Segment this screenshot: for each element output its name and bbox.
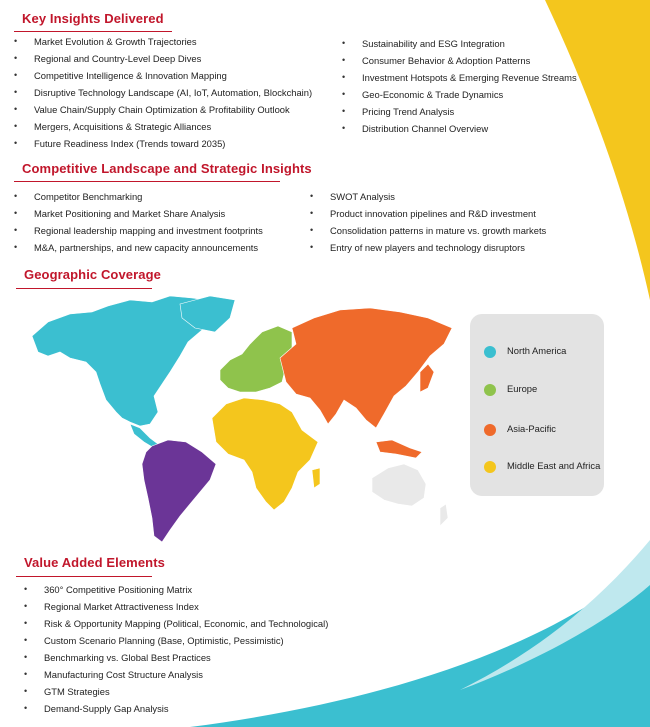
legend-dot-europe bbox=[484, 384, 496, 396]
bullet-icon: • bbox=[24, 635, 28, 645]
region-se-asia-islands bbox=[376, 440, 422, 458]
list-item bbox=[24, 666, 328, 683]
bullet-icon: • bbox=[342, 89, 346, 99]
value-added-item-text: Risk & Opportunity Mapping (Political, Economic, and Technological) bbox=[44, 618, 329, 629]
bullet-icon: • bbox=[24, 601, 28, 611]
list-item bbox=[310, 205, 546, 222]
competitive-item-text: Entry of new players and technology disruptors bbox=[330, 242, 525, 253]
bullet-icon: • bbox=[14, 191, 18, 201]
bullet-icon: • bbox=[24, 686, 28, 696]
value-added-rule bbox=[16, 576, 152, 577]
value-added-item-text: Manufacturing Cost Structure Analysis bbox=[44, 669, 203, 680]
key-insights-left-list bbox=[14, 33, 312, 152]
bullet-icon: • bbox=[310, 225, 314, 235]
competitive-rule bbox=[14, 181, 280, 182]
bullet-icon: • bbox=[14, 70, 18, 80]
value-added-item-text: Benchmarking vs. Global Best Practices bbox=[44, 652, 211, 663]
list-item bbox=[14, 135, 312, 152]
region-madagascar bbox=[312, 468, 320, 488]
list-item bbox=[24, 581, 328, 598]
value-added-item-text: Demand-Supply Gap Analysis bbox=[44, 703, 169, 714]
key-insight-text: Disruptive Technology Landscape (AI, IoT, Automation, Blockchain) bbox=[34, 87, 313, 98]
value-added-heading: Value Added Elements bbox=[24, 555, 165, 570]
list-item bbox=[24, 632, 328, 649]
list-item bbox=[14, 239, 263, 256]
legend-dot-asia-pacific bbox=[484, 424, 496, 436]
list-item bbox=[310, 239, 546, 256]
key-insight-text: Consumer Behavior & Adoption Patterns bbox=[362, 55, 531, 66]
competitive-right-list bbox=[310, 188, 546, 256]
bullet-icon: • bbox=[14, 121, 18, 131]
list-item bbox=[14, 84, 312, 101]
list-item bbox=[342, 35, 577, 52]
bullet-icon: • bbox=[24, 669, 28, 679]
bullet-icon: • bbox=[24, 618, 28, 628]
key-insights-right-list bbox=[342, 35, 577, 137]
bullet-icon: • bbox=[14, 225, 18, 235]
list-item bbox=[14, 188, 263, 205]
region-australia bbox=[372, 464, 426, 506]
competitive-item-text: Product innovation pipelines and R&D investment bbox=[330, 208, 536, 219]
list-item bbox=[24, 615, 328, 632]
bullet-icon: • bbox=[14, 36, 18, 46]
bullet-icon: • bbox=[14, 242, 18, 252]
list-item bbox=[310, 188, 546, 205]
key-insight-text: Geo-Economic & Trade Dynamics bbox=[362, 89, 504, 100]
legend-label-europe: Europe bbox=[507, 383, 538, 394]
world-map bbox=[30, 292, 460, 544]
legend-label-asia-pacific: Asia-Pacific bbox=[507, 423, 556, 434]
value-added-item-text: Custom Scenario Planning (Base, Optimistic, Pessimistic) bbox=[44, 635, 284, 646]
key-insight-text: Sustainability and ESG Integration bbox=[362, 38, 505, 49]
legend-label-north-america: North America bbox=[507, 345, 567, 356]
list-item bbox=[342, 69, 577, 86]
key-insight-text: Investment Hotspots & Emerging Revenue Streams bbox=[362, 72, 577, 83]
key-insight-text: Regional and Country-Level Deep Dives bbox=[34, 53, 202, 64]
competitive-item-text: Consolidation patterns in mature vs. growth markets bbox=[330, 225, 547, 236]
key-insight-text: Mergers, Acquisitions & Strategic Alliances bbox=[34, 121, 212, 132]
key-insights-rule bbox=[14, 31, 172, 32]
bullet-icon: • bbox=[342, 106, 346, 116]
key-insight-text: Market Evolution & Growth Trajectories bbox=[34, 36, 197, 47]
key-insight-text: Competitive Intelligence & Innovation Mapping bbox=[34, 70, 227, 81]
bullet-icon: • bbox=[24, 652, 28, 662]
list-item bbox=[14, 33, 312, 50]
list-item bbox=[342, 120, 577, 137]
list-item bbox=[14, 67, 312, 84]
competitive-item-text: SWOT Analysis bbox=[330, 191, 395, 202]
competitive-left-list bbox=[14, 188, 263, 256]
bullet-icon: • bbox=[24, 703, 28, 713]
key-insight-text: Pricing Trend Analysis bbox=[362, 106, 455, 117]
bullet-icon: • bbox=[342, 38, 346, 48]
bullet-icon: • bbox=[14, 208, 18, 218]
competitive-heading: Competitive Landscape and Strategic Insights bbox=[22, 161, 312, 176]
bullet-icon: • bbox=[342, 72, 346, 82]
legend-dot-north-america bbox=[484, 346, 496, 358]
competitive-item-text: Market Positioning and Market Share Analysis bbox=[34, 208, 226, 219]
bullet-icon: • bbox=[14, 53, 18, 63]
value-added-item-text: 360° Competitive Positioning Matrix bbox=[44, 584, 193, 595]
bullet-icon: • bbox=[342, 123, 346, 133]
list-item bbox=[14, 205, 263, 222]
key-insight-text: Distribution Channel Overview bbox=[362, 123, 489, 134]
value-added-list bbox=[24, 581, 328, 717]
list-item bbox=[14, 118, 312, 135]
bullet-icon: • bbox=[310, 208, 314, 218]
region-south-america bbox=[142, 440, 216, 542]
value-added-item-text: GTM Strategies bbox=[44, 686, 110, 697]
list-item bbox=[24, 649, 328, 666]
region-central-america bbox=[130, 424, 158, 448]
bullet-icon: • bbox=[14, 138, 18, 148]
list-item bbox=[342, 86, 577, 103]
bullet-icon: • bbox=[342, 55, 346, 65]
list-item bbox=[24, 683, 328, 700]
key-insight-text: Value Chain/Supply Chain Optimization & Profitability Outlook bbox=[34, 104, 290, 115]
geographic-heading: Geographic Coverage bbox=[24, 267, 161, 282]
competitive-item-text: Competitor Benchmarking bbox=[34, 191, 143, 202]
list-item bbox=[24, 598, 328, 615]
bullet-icon: • bbox=[14, 87, 18, 97]
geographic-rule bbox=[16, 288, 152, 289]
legend-dot-middle-east-africa bbox=[484, 461, 496, 473]
list-item bbox=[14, 50, 312, 67]
list-item bbox=[14, 222, 263, 239]
list-item bbox=[14, 101, 312, 118]
bullet-icon: • bbox=[310, 191, 314, 201]
list-item bbox=[342, 52, 577, 69]
bullet-icon: • bbox=[24, 584, 28, 594]
key-insights-heading: Key Insights Delivered bbox=[22, 11, 164, 26]
list-item bbox=[342, 103, 577, 120]
key-insight-text: Future Readiness Index (Trends toward 2035) bbox=[34, 138, 226, 149]
competitive-item-text: M&A, partnerships, and new capacity announcements bbox=[34, 242, 259, 253]
region-new-zealand bbox=[440, 504, 448, 526]
legend-label-middle-east-africa: Middle East and Africa bbox=[507, 460, 601, 471]
list-item bbox=[310, 222, 546, 239]
region-africa bbox=[212, 398, 318, 510]
bullet-icon: • bbox=[14, 104, 18, 114]
map-legend bbox=[470, 314, 604, 496]
list-item bbox=[24, 700, 328, 717]
bullet-icon: • bbox=[310, 242, 314, 252]
competitive-item-text: Regional leadership mapping and investment footprints bbox=[34, 225, 263, 236]
region-japan bbox=[420, 364, 434, 392]
value-added-item-text: Regional Market Attractiveness Index bbox=[44, 601, 199, 612]
